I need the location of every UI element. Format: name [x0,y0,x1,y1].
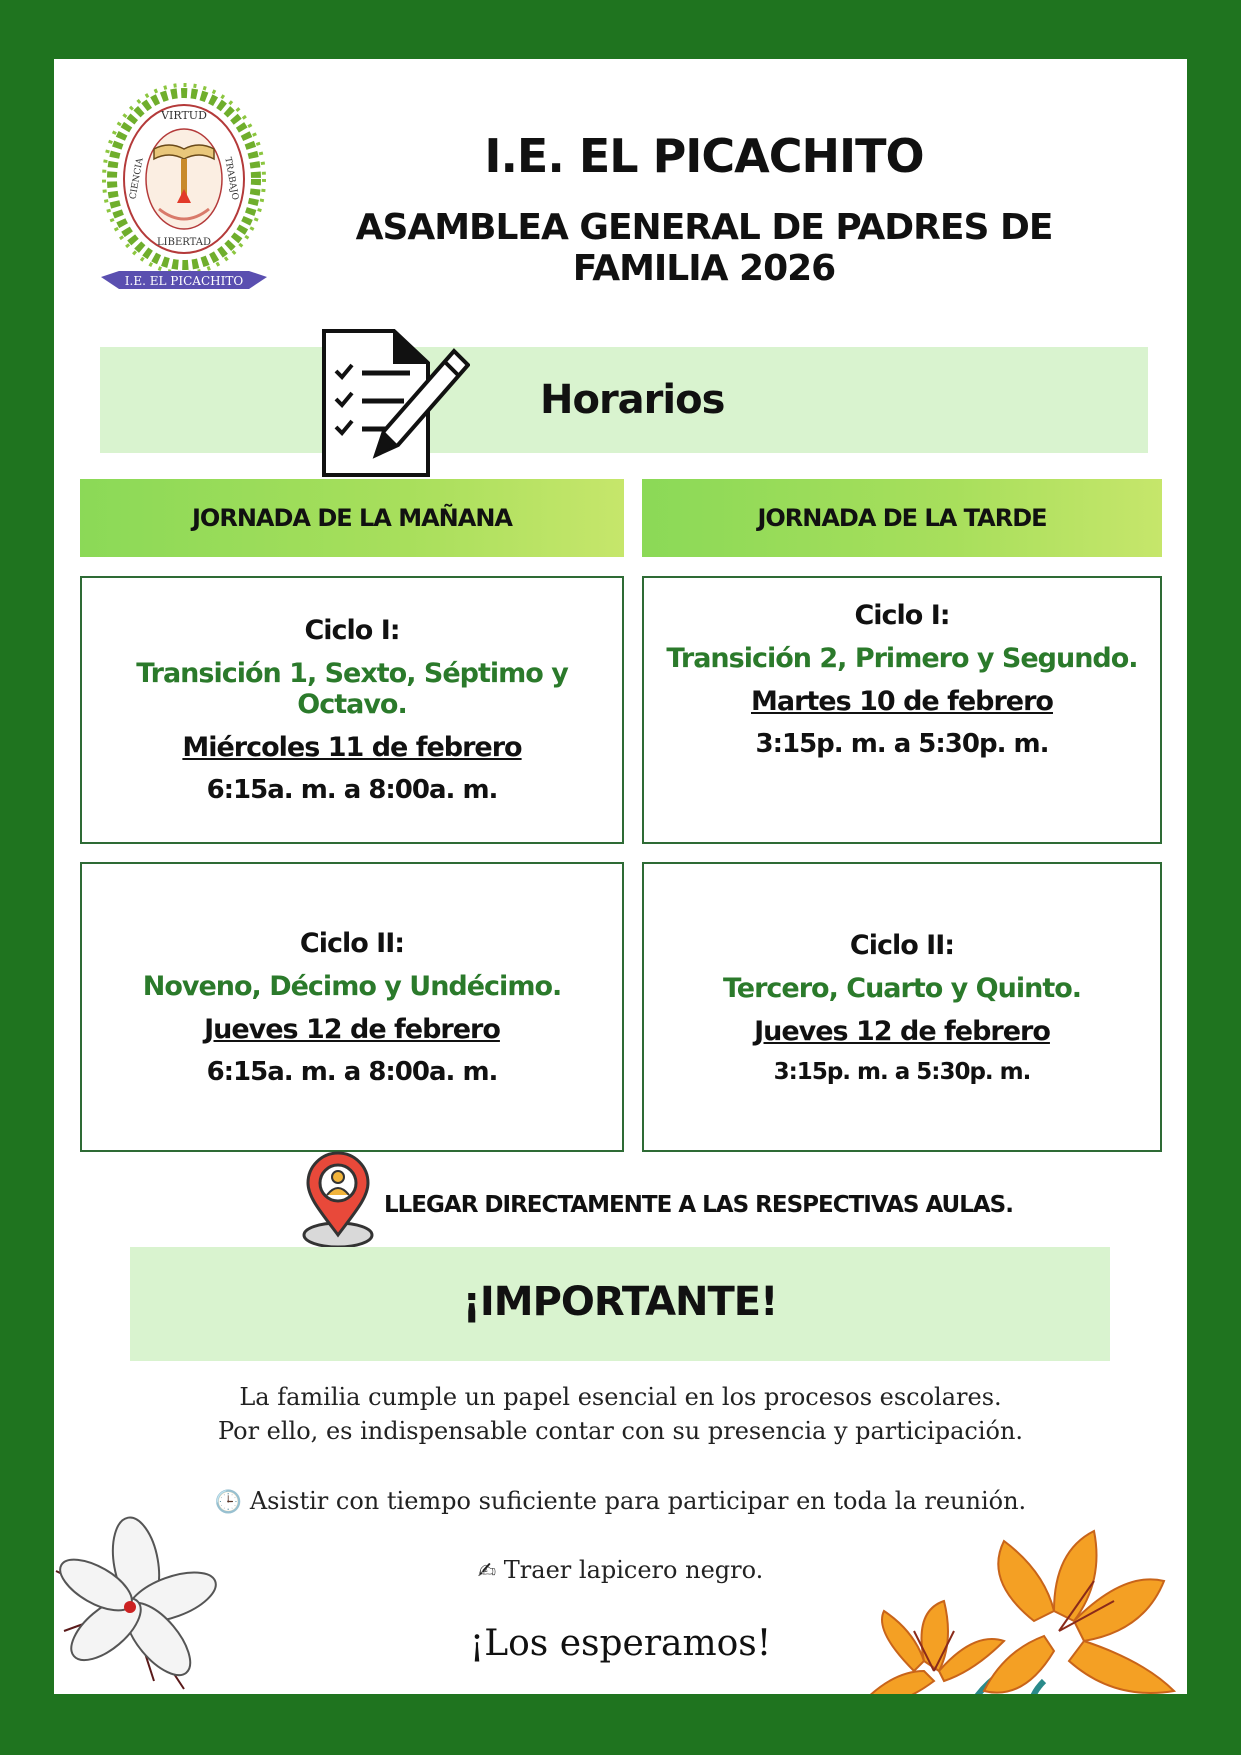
manana-ciclo2-box [80,862,624,1152]
cycle-time: 6:15a. m. a 8:00a. m. [206,775,498,805]
cycle-name: Ciclo I: [304,615,400,646]
writing-hand-icon: ✍ [477,1559,497,1584]
cycle-grades: Transición 1, Sexto, Séptimo y Octavo. [136,658,568,720]
cycle-time: 3:15p. m. a 5:30p. m. [755,729,1049,759]
checklist-pencil-icon [318,327,470,479]
logo-right-text: TRABAJO [222,156,240,201]
tarde-ciclo2-box [642,862,1162,1152]
tarde-ciclo1-box [642,576,1162,844]
cycle-grades: Transición 2, Primero y Segundo. [666,643,1138,674]
flyer-sheet [54,59,1187,1694]
cycle-time: 6:15a. m. a 8:00a. m. [206,1056,498,1087]
orange-lily-flowers-icon [854,1521,1187,1694]
cycle-date: Jueves 12 de febrero [204,1013,500,1045]
importante-paragraph-line1: La familia cumple un papel esencial en los procesos escolares. [239,1383,1002,1411]
logo-left-text: CIENCIA [128,157,146,201]
tip-time-text: Asistir con tiempo suficiente para participar en toda la reunión. [249,1487,1027,1515]
cycle-time: 3:15p. m. a 5:30p. m. [773,1058,1031,1085]
cycle-name: Ciclo II: [849,929,955,961]
school-name: I.E. EL PICACHITO [484,129,924,183]
importante-paragraph-line2: Por ello, es indispensable contar con su presencia y participación. [217,1417,1024,1445]
cycle-date: Miércoles 11 de febrero [182,732,522,763]
closing-message: ¡Los esperamos! [469,1623,772,1664]
cycle-name: Ciclo I: [854,600,950,631]
horarios-banner [100,347,1148,453]
importante-title: ¡IMPORTANTE! [462,1279,778,1325]
cycle-date: Jueves 12 de febrero [754,1015,1050,1047]
school-logo [99,79,269,311]
logo-top-text: VIRTUD [161,109,207,122]
jornada-tarde-header: JORNADA DE LA TARDE [642,479,1162,557]
event-title: ASAMBLEA GENERAL DE PADRES DE FAMILIA 2026 [355,207,1053,289]
horarios-title: Horarios [540,377,725,423]
tip-pen-text: Traer lapicero negro. [503,1556,764,1584]
logo-ribbon-text: I.E. EL PICACHITO [124,274,244,288]
cycle-grades: Noveno, Décimo y Undécimo. [142,970,562,1002]
white-flower-icon [54,1511,224,1691]
cycle-grades: Tercero, Cuarto y Quinto. [722,972,1082,1004]
cycle-date: Martes 10 de febrero [751,686,1053,717]
logo-bottom-text: LIBERTAD [157,237,211,248]
importante-banner [130,1247,1110,1361]
location-pin-icon [300,1151,376,1251]
cycle-name: Ciclo II: [299,927,405,959]
location-note: LLEGAR DIRECTAMENTE A LAS RESPECTIVAS AULAS. [384,1192,1013,1218]
manana-ciclo1-box [80,576,624,844]
clock-icon: 🕒 [214,1490,243,1515]
jornada-manana-header: JORNADA DE LA MAÑANA [80,479,624,557]
